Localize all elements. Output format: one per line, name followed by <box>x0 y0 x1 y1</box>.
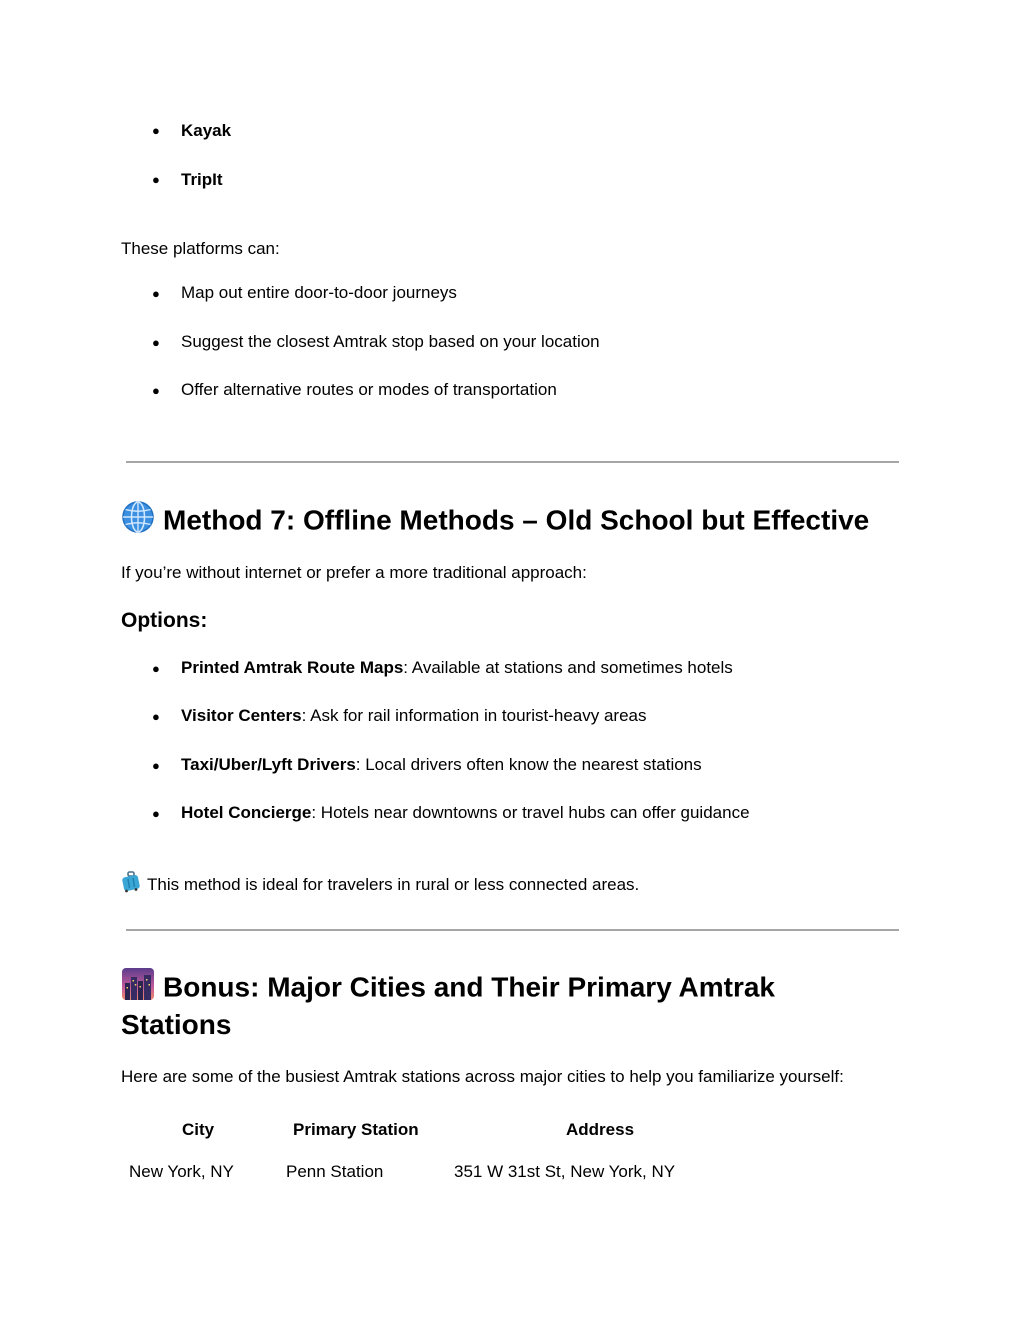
option-desc: : Ask for rail information in tourist-heavy areas <box>301 706 647 725</box>
bullet-dot: ● <box>152 335 160 350</box>
option-term: Taxi/Uber/Lyft Drivers <box>181 755 356 774</box>
method7-title: Method 7: Offline Methods – Old School but Effective <box>163 504 870 536</box>
bullet-dot: ● <box>152 806 160 821</box>
luggage-icon <box>121 871 141 899</box>
list-item: Offer alternative routes or modes of transportation <box>181 380 557 399</box>
option-desc: : Hotels near downtowns or travel hubs can offer guidance <box>311 803 750 822</box>
bonus-heading <box>121 967 775 1011</box>
table-header-city: City <box>182 1120 215 1139</box>
table-cell-address: 351 W 31st St, New York, NY <box>454 1162 676 1181</box>
option-desc: : Local drivers often know the nearest stations <box>355 755 702 774</box>
list-item-tripit: TripIt <box>181 170 223 189</box>
city-dusk-icon <box>121 967 155 1011</box>
option-term: Printed Amtrak Route Maps <box>181 658 404 677</box>
table-cell-city: New York, NY <box>129 1162 234 1181</box>
bonus-title-line1: Bonus: Major Cities and Their Primary Amtrak <box>163 971 775 1003</box>
option-item <box>181 705 647 727</box>
option-term: Visitor Centers <box>181 706 302 725</box>
table-header-address: Address <box>566 1120 635 1139</box>
bonus-intro: Here are some of the busiest Amtrak stations across major cities to help you familiarize yourself: <box>121 1067 844 1086</box>
option-desc: : Available at stations and sometimes hotels <box>403 658 733 677</box>
options-heading: Options: <box>121 609 208 632</box>
bullet-dot: ● <box>152 383 160 398</box>
bonus-title-line2: Stations <box>121 1009 232 1040</box>
method7-note <box>121 871 639 899</box>
option-term: Hotel Concierge <box>181 803 312 822</box>
bullet-dot: ● <box>152 286 160 301</box>
option-item <box>181 754 702 776</box>
option-item <box>181 657 733 679</box>
bullet-dot: ● <box>152 758 160 773</box>
list-item: Suggest the closest Amtrak stop based on your location <box>181 332 600 351</box>
method7-heading <box>121 500 869 544</box>
bullet-dot: ● <box>152 172 160 187</box>
list-item-kayak: Kayak <box>181 121 232 140</box>
horizontal-divider <box>126 461 899 463</box>
table-cell-station: Penn Station <box>286 1162 384 1181</box>
bullet-dot: ● <box>152 123 160 138</box>
table-header-station: Primary Station <box>293 1120 419 1139</box>
method7-intro: If you’re without internet or prefer a more traditional approach: <box>121 563 587 582</box>
horizontal-divider <box>126 929 899 931</box>
bullet-dot: ● <box>152 709 160 724</box>
globe-icon <box>121 500 155 544</box>
list-item: Map out entire door-to-door journeys <box>181 283 457 302</box>
bullet-dot: ● <box>152 661 160 676</box>
platforms-intro: These platforms can: <box>121 239 280 258</box>
note-text: This method is ideal for travelers in rural or less connected areas. <box>147 875 640 894</box>
option-item <box>181 802 750 824</box>
